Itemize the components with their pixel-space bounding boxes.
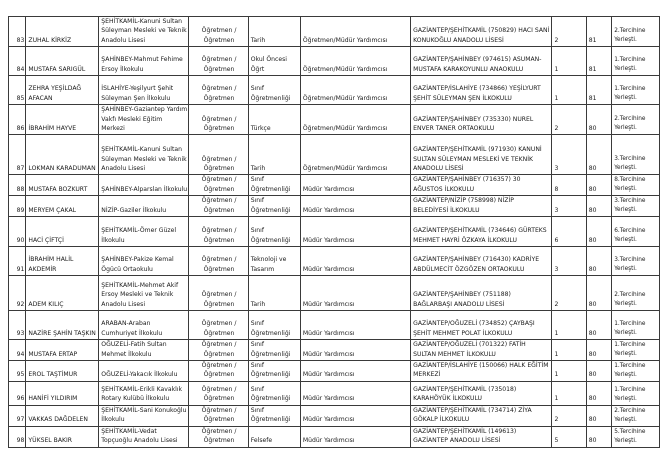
table-row: [9, 311, 660, 340]
position-cell: Öğretmen / Öğretmen: [189, 247, 248, 276]
preference-rank-cell: 5: [552, 426, 586, 447]
teacher-name-cell: MUSTAFA ERTAP: [26, 340, 99, 361]
assigned-role-cell: Müdür Yardımcısı: [300, 361, 410, 382]
branch-cell: Türkçe: [248, 105, 300, 135]
table-row: [9, 361, 660, 382]
placed-school-cell: GAZİANTEP/ŞAHİNBEY (735330) NUREL ENVER TANER ORTAOKULU: [411, 105, 552, 135]
branch-cell: Felsefe: [248, 426, 300, 447]
current-school-cell: ŞEHİTKAMİL-Kanuni Sultan Süleyman Mesleki ve Teknik Anadolu Lisesi: [99, 17, 189, 47]
placement-result-cell: 3.Tercihine Yerleşti.: [612, 135, 660, 175]
table-row: [9, 217, 660, 247]
row-number-cell: 97: [9, 405, 26, 426]
current-school-cell: İSLAHİYE-Yeşilyurt Şehit Süleyman Şen İlkokulu: [99, 76, 189, 105]
row-number-cell: 94: [9, 340, 26, 361]
placement-result-cell: 1.Tercihine Yerleşti.: [612, 311, 660, 340]
assigned-role-cell: Müdür Yardımcısı: [300, 217, 410, 247]
placement-result-cell: 2.Tercihine Yerleşti.: [612, 105, 660, 135]
current-school-cell: ŞAHİNBEY-Gaziantep Yardım Vakfı Mesleki Eğitim Merkezi: [99, 105, 189, 135]
row-number-cell: 93: [9, 311, 26, 340]
placed-school-cell: GAZİANTEP/İSLAHİYE (734866) YEŞİLYURT ŞEHİT SÜLEYMAN ŞEN İLKOKULU: [411, 76, 552, 105]
assigned-role-cell: Öğretmen/Müdür Yardımcısı: [300, 105, 410, 135]
assigned-role-cell: Müdür Yardımcısı: [300, 196, 410, 217]
score-cell: 81: [586, 17, 612, 47]
placed-school-cell: GAZİANTEP/OĞUZELİ (701322) FATİH SULTAN MEHMET İLKOKULU: [411, 340, 552, 361]
table-row: [9, 175, 660, 196]
placement-result-cell: 1.Tercihine Yerleşti.: [612, 76, 660, 105]
assigned-role-cell: Öğretmen/Müdür Yardımcısı: [300, 76, 410, 105]
placement-result-cell: 1.Tercihine Yerleşti.: [612, 381, 660, 405]
branch-cell: Sınıf Öğretmenliği: [248, 196, 300, 217]
position-cell: Öğretmen / Öğretmen: [189, 135, 248, 175]
placed-school-cell: GAZİANTEP/ŞAHİNBEY (751188) BAĞLARBAŞI ANADOLU LİSESİ: [411, 276, 552, 311]
preference-rank-cell: 1: [552, 76, 586, 105]
assigned-role-cell: Öğretmen/Müdür Yardımcısı: [300, 17, 410, 47]
placement-result-cell: 2.Tercihine Yerleşti.: [612, 276, 660, 311]
placement-result-cell: 3.Tercihine Yerleşti.: [612, 247, 660, 276]
preference-rank-cell: 6: [552, 217, 586, 247]
placed-school-cell: GAZİANTEP/OĞUZELİ (734852) ÇAYBAŞI ŞEHİT MEHMET POLAT İLKOKULU: [411, 311, 552, 340]
placed-school-cell: GAZİANTEP/ŞEHİTKAMİL (750829) HACI SANİ KONUKOĞLU ANADOLU LİSESİ: [411, 17, 552, 47]
score-cell: 80: [586, 311, 612, 340]
current-school-cell: ŞAHİNBEY-Pakize Kemal Ögücü Ortaokulu: [99, 247, 189, 276]
position-cell: Öğretmen / Öğretmen: [189, 17, 248, 47]
branch-cell: Tarih: [248, 135, 300, 175]
branch-cell: Sınıf Öğretmenliği: [248, 217, 300, 247]
table-row: [9, 381, 660, 405]
table-row: [9, 105, 660, 135]
table-row: [9, 340, 660, 361]
current-school-cell: ŞEHİTKAMİL-Mehmet Akif Ersoy Mesleki ve Teknik Anadolu Lisesi: [99, 276, 189, 311]
teacher-name-cell: NAZİRE ŞAHİN TAŞKIN: [26, 311, 99, 340]
current-school-cell: NİZİP-Gaziler İlkokulu: [99, 196, 189, 217]
score-cell: 80: [586, 135, 612, 175]
teacher-name-cell: HACİ ÇİFTÇİ: [26, 217, 99, 247]
score-cell: 80: [586, 276, 612, 311]
score-cell: 80: [586, 217, 612, 247]
current-school-cell: OĞUZELİ-Yakacık İlkokulu: [99, 361, 189, 382]
position-cell: Öğretmen / Öğretmen: [189, 311, 248, 340]
current-school-cell: ŞEHİTKAMİL-Vedat Topçuoğlu Anadolu Lisesi: [99, 426, 189, 447]
score-cell: 80: [586, 247, 612, 276]
branch-cell: Sınıf Öğretmenliği: [248, 76, 300, 105]
placed-school-cell: GAZİANTEP/NİZİP (758998) NİZİP BELEDİYESİ İLKOKULU: [411, 196, 552, 217]
position-cell: Öğretmen / Öğretmen: [189, 340, 248, 361]
score-cell: 80: [586, 381, 612, 405]
teacher-name-cell: ZEHRA YEŞİLDAĞ AFACAN: [26, 76, 99, 105]
table-row: [9, 196, 660, 217]
current-school-cell: ŞEHİTKAMİL-Erikli Kavaklık Rotary Kulübü İlkokulu: [99, 381, 189, 405]
current-school-cell: OĞUZELİ-Fatih Sultan Mehmet İlkokulu: [99, 340, 189, 361]
placement-result-cell: 2.Tercihine Yerleşti.: [612, 405, 660, 426]
assigned-role-cell: Müdür Yardımcısı: [300, 276, 410, 311]
teacher-name-cell: HANİFİ YILDIRIM: [26, 381, 99, 405]
current-school-cell: ŞEHİTKAMİL-Ömer Güzel İlkokulu: [99, 217, 189, 247]
assigned-role-cell: Müdür Yardımcısı: [300, 175, 410, 196]
row-number-cell: 87: [9, 135, 26, 175]
preference-rank-cell: 2: [552, 17, 586, 47]
table-row: [9, 17, 660, 47]
assigned-role-cell: Müdür Yardımcısı: [300, 340, 410, 361]
placed-school-cell: GAZİANTEP/ŞEHİTKAMİL (734646) GÜRTEKS MEHMET HAYRİ ÖZKAYA İLKOKULU: [411, 217, 552, 247]
placement-result-cell: 8.Tercihine Yerleşti.: [612, 175, 660, 196]
preference-rank-cell: 3: [552, 247, 586, 276]
position-cell: Öğretmen / Öğretmen: [189, 105, 248, 135]
score-cell: 80: [586, 105, 612, 135]
placed-school-cell: GAZİANTEP/ŞEHİTKAMİL (971930) KANUNİ SULTAN SÜLEYMAN MESLEKİ VE TEKNİK ANADOLU LİSESİ: [411, 135, 552, 175]
position-cell: Öğretmen / Öğretmen: [189, 405, 248, 426]
teacher-name-cell: EROL TAŞTİMUR: [26, 361, 99, 382]
placement-result-cell: 3.Tercihine Yerleşti.: [612, 196, 660, 217]
branch-cell: Sınıf Öğretmenliği: [248, 311, 300, 340]
position-cell: Öğretmen / Öğretmen: [189, 217, 248, 247]
preference-rank-cell: 8: [552, 175, 586, 196]
row-number-cell: 84: [9, 47, 26, 76]
preference-rank-cell: 1: [552, 361, 586, 382]
row-number-cell: 92: [9, 276, 26, 311]
position-cell: Öğretmen / Öğretmen: [189, 361, 248, 382]
branch-cell: Teknoloji ve Tasarım: [248, 247, 300, 276]
row-number-cell: 90: [9, 217, 26, 247]
placed-school-cell: GAZİANTEP/ŞAHİNBEY (716430) KADRİYE ABDÜLMECİT ÖZGÖZEN ORTAOKULU: [411, 247, 552, 276]
placed-school-cell: GAZİANTEP/ŞAHİNBEY (974615) ASUMAN-MUSTAFA KARAKOYUNLU ANAOKULU: [411, 47, 552, 76]
placement-result-cell: 2.Tercihine Yerleşti.: [612, 17, 660, 47]
teacher-name-cell: MUSTAFA BOZKURT: [26, 175, 99, 196]
placement-result-cell: 5.Tercihine Yerleşti.: [612, 426, 660, 447]
row-number-cell: 86: [9, 105, 26, 135]
table-row: [9, 247, 660, 276]
branch-cell: Tarih: [248, 17, 300, 47]
position-cell: Öğretmen / Öğretmen: [189, 175, 248, 196]
table-row: [9, 276, 660, 311]
row-number-cell: 83: [9, 17, 26, 47]
placement-result-cell: 1.Tercihine Yerleşti.: [612, 340, 660, 361]
table-row: [9, 135, 660, 175]
preference-rank-cell: 2: [552, 105, 586, 135]
position-cell: Öğretmen / Öğretmen: [189, 196, 248, 217]
score-cell: 80: [586, 340, 612, 361]
branch-cell: Sınıf Öğretmenliği: [248, 175, 300, 196]
assigned-role-cell: Müdür Yardımcısı: [300, 381, 410, 405]
score-cell: 80: [586, 405, 612, 426]
position-cell: Öğretmen / Öğretmen: [189, 47, 248, 76]
position-cell: Öğretmen / Öğretmen: [189, 276, 248, 311]
placement-result-cell: 1.Tercihine Yerleşti.: [612, 47, 660, 76]
current-school-cell: ŞEHİTKAMİL-Kanuni Sultan Süleyman Mesleki ve Teknik Anadolu Lisesi: [99, 135, 189, 175]
preference-rank-cell: 1: [552, 340, 586, 361]
teacher-name-cell: İBRAHİM HAYVE: [26, 105, 99, 135]
assigned-role-cell: Müdür Yardımcısı: [300, 247, 410, 276]
placement-results-table: [8, 16, 660, 448]
teacher-name-cell: YÜKSEL BAKIR: [26, 426, 99, 447]
row-number-cell: 85: [9, 76, 26, 105]
row-number-cell: 95: [9, 361, 26, 382]
table-row: [9, 405, 660, 426]
teacher-name-cell: İBRAHİM HALİL AKDEMİR: [26, 247, 99, 276]
teacher-name-cell: ADEM KILIÇ: [26, 276, 99, 311]
score-cell: 80: [586, 175, 612, 196]
placed-school-cell: GAZİANTEP/İSLAHİYE (150066) HALK EĞİTİM MERKEZİ: [411, 361, 552, 382]
branch-cell: Tarih: [248, 276, 300, 311]
position-cell: Öğretmen / Öğretmen: [189, 381, 248, 405]
assigned-role-cell: Müdür Yardımcısı: [300, 405, 410, 426]
teacher-name-cell: ZUHAL KİRKİZ: [26, 17, 99, 47]
preference-rank-cell: 2: [552, 405, 586, 426]
current-school-cell: ŞEHİTKAMİL-Sani Konukoğlu İlkokulu: [99, 405, 189, 426]
branch-cell: Sınıf Öğretmenliği: [248, 381, 300, 405]
row-number-cell: 89: [9, 196, 26, 217]
score-cell: 81: [586, 47, 612, 76]
placement-result-cell: 6.Tercihine Yerleşti.: [612, 217, 660, 247]
teacher-name-cell: VAKKAS DAĞDELEN: [26, 405, 99, 426]
row-number-cell: 98: [9, 426, 26, 447]
table-row: [9, 47, 660, 76]
preference-rank-cell: 3: [552, 135, 586, 175]
placement-result-cell: 1.Tercihine Yerleşti.: [612, 361, 660, 382]
teacher-name-cell: LOKMAN KARADUMAN: [26, 135, 99, 175]
position-cell: Öğretmen / Öğretmen: [189, 426, 248, 447]
row-number-cell: 91: [9, 247, 26, 276]
preference-rank-cell: 1: [552, 381, 586, 405]
score-cell: 80: [586, 361, 612, 382]
table-body: [9, 17, 660, 448]
placed-school-cell: GAZİANTEP/ŞEHİTKAMİL (735018) KARAHÖYÜK İLKOKULU: [411, 381, 552, 405]
row-number-cell: 96: [9, 381, 26, 405]
score-cell: 80: [586, 426, 612, 447]
placed-school-cell: GAZİANTEP/ŞEHİTKAMİL (149613) GAZİANTEP ANADOLU LİSESİ: [411, 426, 552, 447]
current-school-cell: ŞAHİNBEY-Mahmut Fehime Ersoy İlkokulu: [99, 47, 189, 76]
teacher-name-cell: MUSTAFA SARIGÜL: [26, 47, 99, 76]
assigned-role-cell: Müdür Yardımcısı: [300, 311, 410, 340]
branch-cell: Sınıf Öğretmenliği: [248, 340, 300, 361]
position-cell: Öğretmen / Öğretmen: [189, 76, 248, 105]
preference-rank-cell: 1: [552, 311, 586, 340]
branch-cell: Sınıf Öğretmenliği: [248, 361, 300, 382]
row-number-cell: 88: [9, 175, 26, 196]
placed-school-cell: GAZİANTEP/ŞEHİTKAMİL (734714) ZİYA GÖKALP İLKOKULU: [411, 405, 552, 426]
placed-school-cell: GAZİANTEP/ŞAHİNBEY (716357) 30 AĞUSTOS İLKOKULU: [411, 175, 552, 196]
score-cell: 81: [586, 76, 612, 105]
assigned-role-cell: Öğretmen/Müdür Yardımcısı: [300, 47, 410, 76]
branch-cell: Okul Öncesi Öğrt: [248, 47, 300, 76]
branch-cell: Sınıf Öğretmenliği: [248, 405, 300, 426]
score-cell: 80: [586, 196, 612, 217]
preference-rank-cell: 1: [552, 47, 586, 76]
assigned-role-cell: Müdür Yardımcısı: [300, 426, 410, 447]
table-row: [9, 426, 660, 447]
preference-rank-cell: 3: [552, 196, 586, 217]
table-row: [9, 76, 660, 105]
preference-rank-cell: 2: [552, 276, 586, 311]
assigned-role-cell: Öğretmen/Müdür Yardımcısı: [300, 135, 410, 175]
current-school-cell: ŞAHİNBEY-Alparslan İlkokulu: [99, 175, 189, 196]
current-school-cell: ARABAN-Araban Cumhuriyet İlkokulu: [99, 311, 189, 340]
teacher-name-cell: MERYEM ÇAKAL: [26, 196, 99, 217]
